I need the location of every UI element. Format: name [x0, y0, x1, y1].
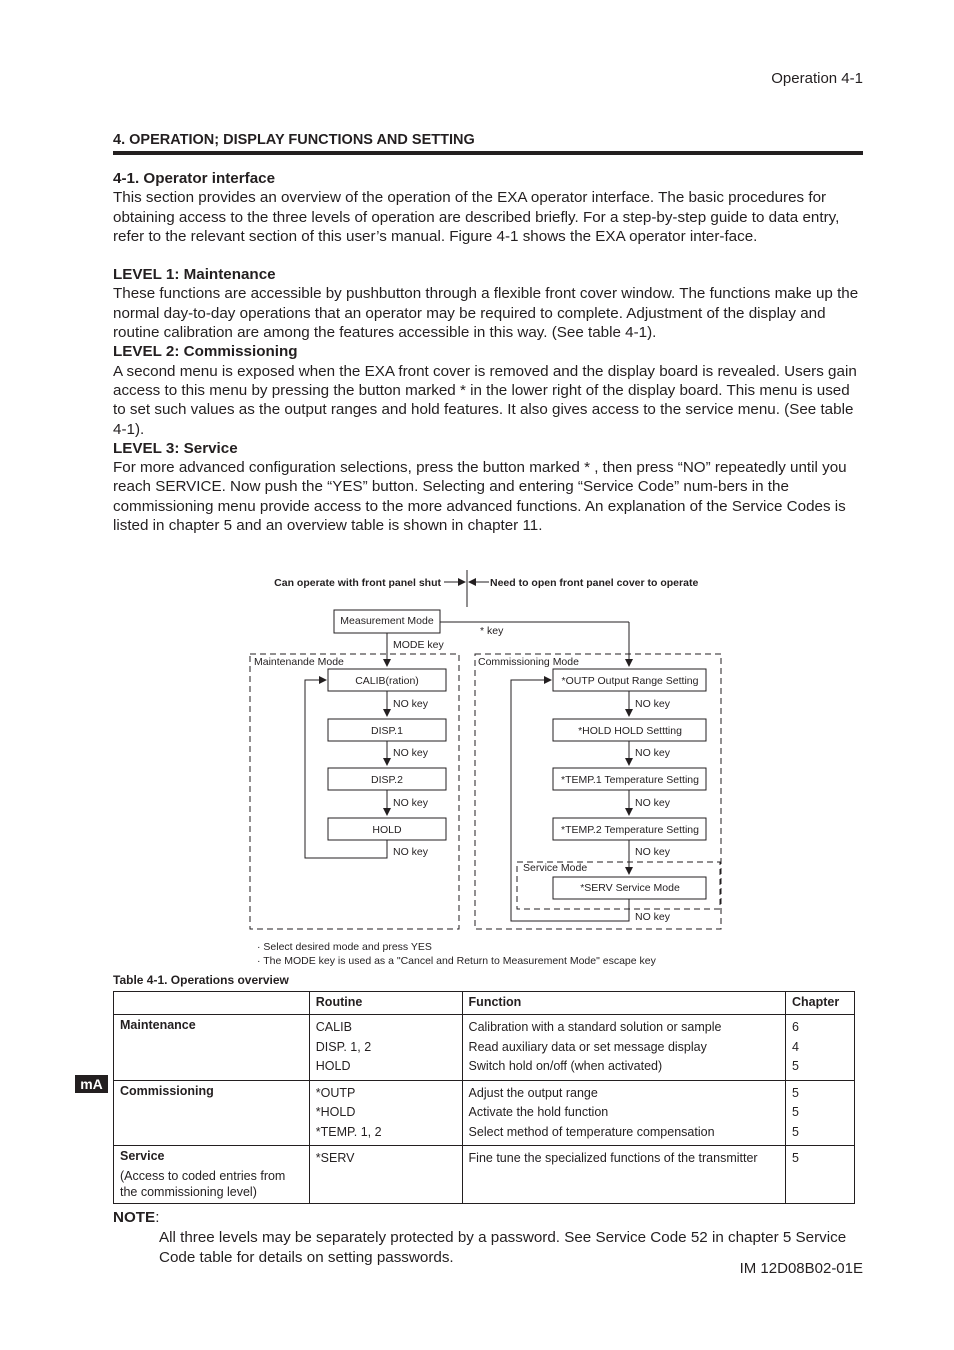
- left-caption: Can operate with front panel shut: [274, 577, 441, 589]
- chapter-cell: [785, 1080, 854, 1146]
- function: Calibration with a standard solution or sample: [468, 1020, 722, 1034]
- service-mode-label: Service Mode: [523, 862, 588, 874]
- function: Select method of temperature compensation: [468, 1124, 715, 1139]
- section-rule: [113, 151, 863, 155]
- subsection-title: 4-1. Operator interface: [113, 170, 276, 187]
- note-label: [113, 1209, 159, 1226]
- note-body: All three levels may be separately protected by a password. See Service Code 52 in chapter 5 Service Code table for details on setting passwords.: [159, 1229, 847, 1266]
- chapter: 5: [791, 1151, 799, 1165]
- no-key-label: NO key: [635, 911, 671, 923]
- disp2-box: DISP.2: [371, 774, 403, 786]
- hold-box: HOLD: [372, 824, 402, 836]
- chapter: 5: [791, 1059, 799, 1073]
- function-cell: [462, 1015, 785, 1081]
- calib-box: CALIB(ration): [355, 675, 419, 687]
- routine: *HOLD: [315, 1105, 356, 1119]
- routine: *SERV: [315, 1151, 355, 1165]
- outp-box: *OUTP Output Range Setting: [561, 675, 699, 687]
- level-cell: [114, 1146, 310, 1204]
- routine: *OUTP: [315, 1085, 356, 1100]
- maintenance-mode-label: Maintenande Mode: [254, 656, 344, 668]
- doc-id: IM 12D08B02-01E: [739, 1260, 863, 1277]
- function: Switch hold on/off (when activated): [468, 1059, 663, 1073]
- level-3-title: LEVEL 3: Service: [113, 439, 238, 457]
- body-text: [113, 169, 863, 535]
- routine: *TEMP. 1, 2: [315, 1124, 382, 1139]
- routine: CALIB: [315, 1020, 352, 1034]
- star-key-label: * key: [480, 625, 504, 637]
- table-row: [114, 1015, 855, 1081]
- level-cell: Maintenance: [114, 1015, 310, 1081]
- level-name: Service: [120, 1149, 165, 1163]
- right-caption: Need to open front panel cover to operate: [490, 577, 699, 589]
- no-key-label: NO key: [393, 797, 429, 809]
- subsection-body: This section provides an overview of the operation of the EXA operator interface. The basic procedures for obtaining access to the three levels of operation are described briefly. For a step-by-step guide to data entry, refer to the relevant section of this user’s manual. Figure 4-1 shows the EXA operator inter-face.: [113, 189, 840, 245]
- level-cell: Commissioning: [114, 1080, 310, 1146]
- level-3-body: For more advanced configuration selections, press the button marked * , then press “NO” repeatedly until you reach SERVICE. Now push the “YES” button. Selecting and entering “Service Code” num-bers in the commissioning menu provide access to the more advanced functions. An explanation of the Service Codes is listed in chapter 5 and an overview table is shown in chapter 11.: [113, 459, 847, 535]
- no-key-label: NO key: [393, 747, 429, 759]
- function-cell: [462, 1080, 785, 1146]
- function: Activate the hold function: [468, 1105, 609, 1119]
- routine-cell: [309, 1015, 462, 1081]
- function: Adjust the output range: [468, 1085, 598, 1100]
- function: Read auxiliary data or set message display: [468, 1039, 707, 1054]
- no-key-label: NO key: [635, 747, 671, 759]
- temp2-box: *TEMP.2 Temperature Setting: [561, 824, 699, 836]
- chapter-cell: [785, 1146, 854, 1204]
- chapter: 6: [791, 1020, 799, 1034]
- hold-setting-box: *HOLD HOLD Settting: [578, 725, 682, 737]
- no-key-label: NO key: [635, 846, 671, 858]
- page-header: Operation 4-1: [771, 70, 863, 87]
- level-2-body: A second menu is exposed when the EXA front cover is removed and the display board is revealed. Users gain access to this menu by pressing the button marked * in the lower right of the display board. This menu is used to set such values as the output ranges and hold features. It also gives access to the service menu. (See table 4-1).: [113, 362, 857, 438]
- chapter: 5: [791, 1124, 799, 1139]
- note-colon: :: [155, 1209, 160, 1226]
- diagram-note-1: · Select desired mode and press YES: [257, 941, 432, 953]
- section-title: 4. OPERATION; DISPLAY FUNCTIONS AND SETTING: [113, 132, 475, 148]
- serv-box: *SERV Service Mode: [580, 882, 680, 894]
- routine: HOLD: [315, 1059, 351, 1073]
- table-header: [114, 992, 310, 1015]
- level-2-title: LEVEL 2: Commissioning: [113, 343, 298, 361]
- no-key-label: NO key: [393, 846, 429, 858]
- table-header: Routine: [309, 992, 462, 1015]
- note-label-text: NOTE: [113, 1209, 156, 1226]
- table-header: Function: [462, 992, 785, 1015]
- level-subnote: (Access to coded entries from the commissioning level): [120, 1169, 286, 1199]
- operator-interface-diagram: [0, 565, 954, 985]
- function-cell: [462, 1146, 785, 1204]
- table-row: [114, 1146, 855, 1204]
- no-key-label: NO key: [635, 797, 671, 809]
- chapter: 5: [791, 1105, 799, 1119]
- routine-cell: [309, 1080, 462, 1146]
- side-tab: mA: [75, 1075, 108, 1093]
- chapter-cell: [785, 1015, 854, 1081]
- level-1-title: LEVEL 1: Maintenance: [113, 266, 276, 284]
- mode-key-label: MODE key: [393, 639, 444, 651]
- function: Fine tune the specialized functions of the transmitter: [468, 1151, 758, 1165]
- temp1-box: *TEMP.1 Temperature Setting: [561, 774, 699, 786]
- table-row: [114, 1080, 855, 1146]
- commissioning-mode-label: Commissioning Mode: [478, 656, 579, 668]
- level-1-body: These functions are accessible by pushbutton through a flexible front cover window. The functions make up the normal day-to-day operations that an operator may be required to complete. Adjustment of the display and routine calibration are among the features accessible in this way. (See table 4-1).: [113, 285, 859, 342]
- routine-cell: [309, 1146, 462, 1204]
- operations-table: [113, 991, 855, 1204]
- no-key-label: NO key: [635, 698, 671, 710]
- measurement-mode-box: Measurement Mode: [340, 615, 434, 627]
- chapter: 4: [791, 1039, 799, 1054]
- table-header-row: [114, 992, 855, 1015]
- no-key-label: NO key: [393, 698, 429, 710]
- disp1-box: DISP.1: [371, 725, 403, 737]
- diagram-note-2: · The MODE key is used as a "Cancel and Return to Measurement Mode" escape key: [257, 955, 656, 967]
- table-header: Chapter: [785, 992, 854, 1015]
- chapter: 5: [791, 1085, 799, 1100]
- table-caption: Table 4-1. Operations overview: [113, 973, 289, 987]
- routine: DISP. 1, 2: [315, 1039, 372, 1054]
